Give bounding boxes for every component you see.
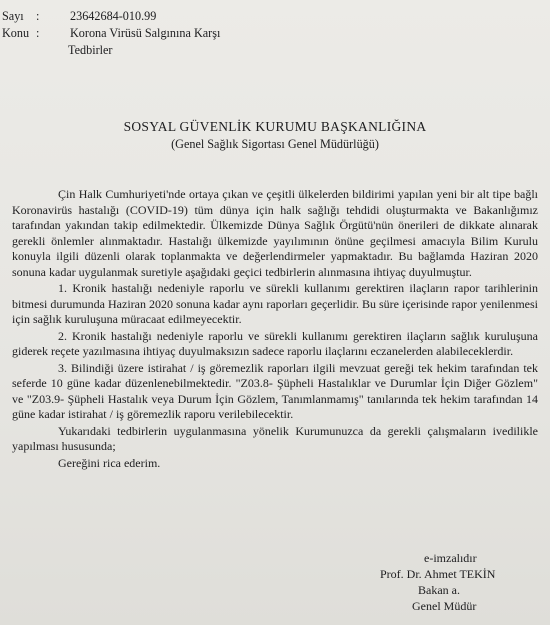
sayi-value: 23642684-010.99 — [70, 9, 157, 23]
paragraph-request: Yukarıdaki tedbirlerin uygulanmasına yönelik Kurumunuzca da gerekli çalışmaların ivedilikle yapılması hususunda; — [12, 423, 538, 453]
letter-body — [12, 187, 538, 472]
signatory-title-1: Bakan a. — [418, 583, 460, 597]
konu-value: Korona Virüsü Salgınına Karşı — [70, 26, 221, 40]
recipient-subtitle: (Genel Sağlık Sigortası Genel Müdürlüğü) — [171, 137, 379, 151]
konu-continuation: Tedbirler — [68, 43, 113, 57]
recipient-title: SOSYAL GÜVENLİK KURUMU BAŞKANLIĞINA — [123, 119, 427, 134]
konu-separator: : — [36, 26, 40, 40]
paragraph-item-3: 3. Bilindiği üzere istirahat / iş göremezlik raporları ilgili mevzuat gereği tek hekim tarafından tek seferde 10 güne kadar düzenlenebilmektedir. "Z03.8- Şüpheli Hastalıklar ve Durumlar İçin Diğer Gözlem" ve "Z03.9- Şüpheli Hastalık veya Durum İçin Gözlem, Tanımlanmamış" tanılarında tek hekim tarafından 14 güne kadar istirahat / iş göremezlik raporu verilebilecektir. — [12, 360, 538, 421]
signatory-name: Prof. Dr. Ahmet TEKİN — [380, 567, 496, 581]
sayi-row — [0, 8, 220, 25]
e-sign-note: e-imzalıdır — [424, 551, 477, 565]
paragraph-item-2: 2. Kronik hastalığı nedeniyle raporlu ve sürekli kullanımı gerektiren ilaçların sağlık kuruluşuna giderek reçete yazılmasına ihtiyaç duyulmaksızın sadece raporlu ilaçlarını eczanelerden alabileceklerdir. — [12, 328, 538, 358]
konu-row — [0, 25, 220, 42]
paragraph-intro: Çin Halk Cumhuriyeti'nde ortaya çıkan ve çeşitli ülkelerden bildirimi yapılan yeni bir alt tipe bağlı Koronavirüs hastalığı (COVID-19) tüm dünya için halk sağlığı tehdidi oluşturmakta ve Bakanlığımız tarafından yakından takip edilmektedir. Ülkemizde Dünya Sağlık Örgütü'nün önerileri de dikkate alınarak gerekli önlemler alınmaktadır. Hastalığı ülkemizde yayılımının önüne geçilmesi amacıyla Bilim Kurulu konuyla ilgili düzenli olarak toplanmakta ve değerlendirmeler yapmaktadır. Bu bağlamda Haziran 2020 sonuna kadar uygulanmak suretiyle aşağıdaki geçici tedbirlerin alınmasına ihtiyaç duyulmuştur. — [12, 187, 538, 279]
konu-label: Konu — [2, 26, 30, 40]
sayi-label: Sayı — [2, 9, 24, 23]
signatory-title-2: Genel Müdür — [412, 599, 477, 613]
document-meta — [0, 8, 220, 59]
sayi-separator: : — [36, 9, 40, 23]
paragraph-closing: Gereğini rica ederim. — [58, 455, 161, 470]
paragraph-item-1: 1. Kronik hastalığı nedeniyle raporlu ve sürekli kullanımı gerektiren ilaçların rapor tarihlerinin bitmesi durumunda Haziran 2020 sonuna kadar aynı raporları geçerlidir. Bu süre içerisinde rapor yenilenmesi için sağlık kuruluşuna müracaat edilmeyecektir. — [12, 281, 538, 326]
